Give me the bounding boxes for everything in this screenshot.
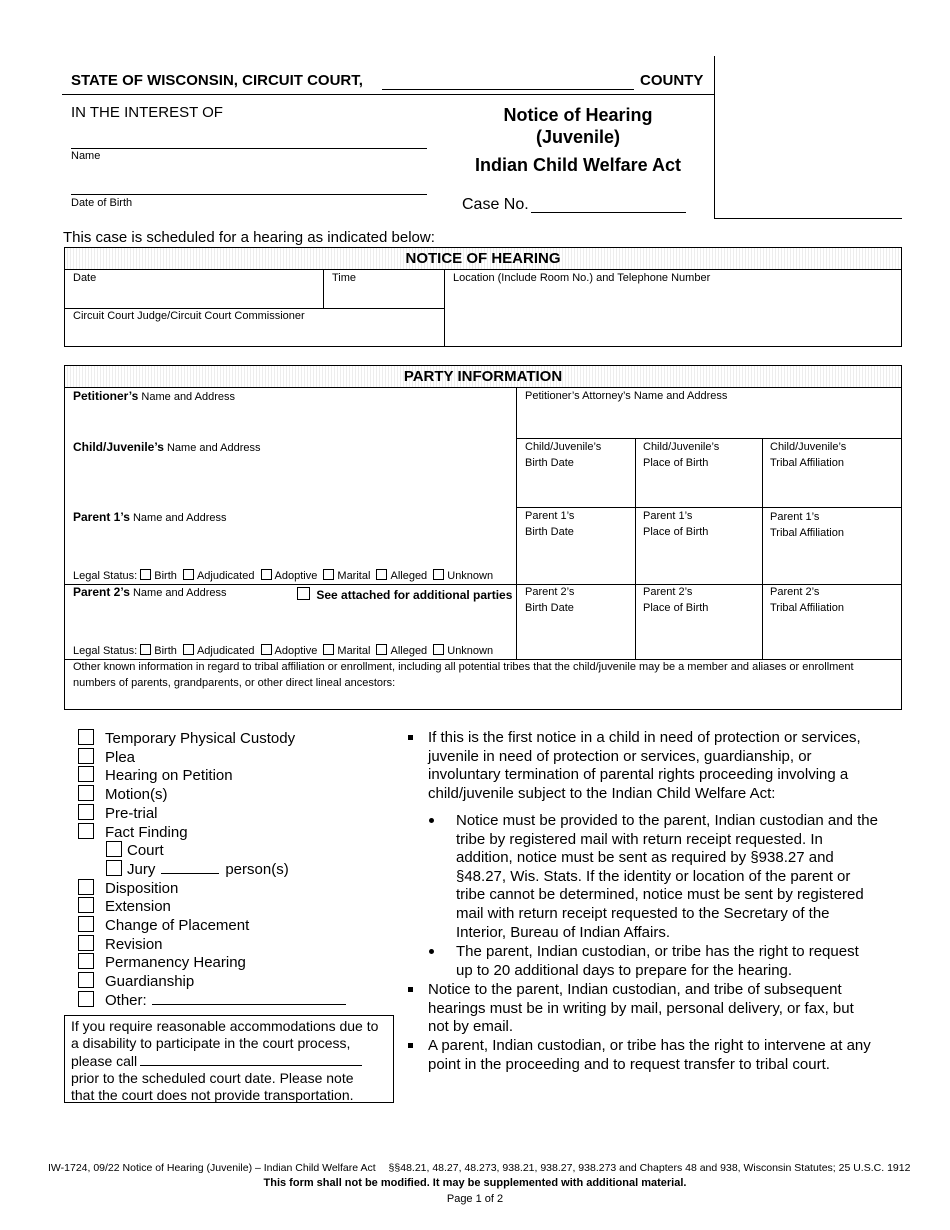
b1a-line-5: tribe cannot be determined, notice must be sent by registered [456,886,864,904]
b3-line-2: point in the proceeding and to request transfer to tribal court. [428,1055,830,1073]
option-label: Extension [105,898,171,916]
parent2-legal-status [73,643,493,659]
jury-persons-label: person(s) [225,860,289,878]
child-place-of-birth-field[interactable] [643,439,719,471]
option-label: Revision [105,935,163,953]
b2-line-3: not by email. [428,1018,514,1036]
petitioner-bold: Petitioner’s [73,389,139,403]
checkbox-icon[interactable] [323,644,334,655]
title-line-1: Notice of Hearing [503,105,653,125]
b1-line-1: If this is the first notice in a child in need of protection or services, [428,729,861,746]
b3-line-1: A parent, Indian custodian, or tribe has the right to intervene at any [428,1037,871,1054]
child-tribal-l2: Tribal Affiliation [770,457,844,469]
party-information-title: PARTY INFORMATION [65,366,901,388]
county-label: COUNTY [640,72,704,89]
bullet-notice-provided [456,812,878,942]
checkbox-icon[interactable] [78,972,94,988]
parent2-place-of-birth-field[interactable] [643,584,708,616]
checkbox-icon[interactable] [183,569,194,580]
child-field[interactable] [73,439,261,456]
bullet-additional-days [456,943,859,980]
square-bullet-icon [408,987,413,992]
footer-warning: This form shall not be modified. It may be supplemented with additional material. [263,1177,687,1189]
option-change-of-placement[interactable] [78,916,249,936]
b1b-line-1: The parent, Indian custodian, or tribe has the right to request [456,943,859,960]
checkbox-icon[interactable] [106,860,122,876]
other-blank[interactable] [152,992,346,1005]
status-marital: Marital [337,570,371,582]
child-bold: Child/Juvenile’s [73,440,164,454]
b1a-line-1: Notice must be provided to the parent, Indian custodian and the [456,812,878,829]
noh-divider-time [323,269,324,309]
p1-birth-l1: Parent 1’s [525,510,575,522]
checkbox-icon[interactable] [140,569,151,580]
please-call-label: please call [71,1052,138,1069]
b1a-line-2: tribe by registered mail with return receipt requested. In [456,830,823,848]
child-birth-date-l2: Birth Date [525,457,574,469]
checkbox-icon[interactable] [78,823,94,839]
checkbox-icon[interactable] [78,935,94,951]
case-no-blank[interactable] [531,212,686,213]
footer-form-id: IW-1724, 09/22 Notice of Hearing (Juvenile) – Indian Child Welfare Act [48,1162,376,1174]
status-adjudicated: Adjudicated [196,570,255,582]
b1-line-3: involuntary termination of parental rights proceeding involving a [428,766,849,784]
status-adoptive: Adoptive [274,645,318,657]
option-label: Guardianship [105,973,195,991]
p1-place-l1: Parent 1’s [643,510,693,522]
checkbox-icon[interactable] [78,804,94,820]
b1a-line-3: addition, notice must be sent as required by §938.27 and [456,849,834,867]
option-label: Jury [127,860,156,878]
checkbox-icon[interactable] [78,897,94,913]
option-label: Pre-trial [105,804,158,822]
checkbox-icon[interactable] [78,916,94,932]
p2-tribal-l2: Tribal Affiliation [770,602,844,614]
parent2-bold: Parent 2’s [73,585,130,599]
status-adoptive: Adoptive [274,570,318,582]
option-motions[interactable] [78,785,168,805]
option-fact-finding[interactable] [78,823,188,843]
checkbox-icon[interactable] [433,644,444,655]
status-adjudicated: Adjudicated [196,645,255,657]
header-bottom-rule [714,218,902,219]
bullet-subsequent-hearings [428,981,854,1037]
time-field[interactable]: Time [332,272,357,284]
status-alleged: Alleged [390,645,428,657]
child-tribal-field[interactable] [770,439,846,471]
square-bullet-icon [408,1043,413,1048]
checkbox-icon[interactable] [78,953,94,969]
option-plea[interactable] [78,748,135,768]
noh-divider-location [444,269,445,346]
b1a-line-4: §48.27, Wis. Stats. If the identity or location of the parent or [456,867,851,885]
bullet-first-notice [428,729,861,803]
accommodation-line-1: If you require reasonable accommodations due to [71,1018,379,1034]
option-jury[interactable] [106,860,289,880]
header-rule [62,94,714,95]
checkbox-icon[interactable] [183,644,194,655]
option-label: Court [127,842,164,860]
child-birth-date-l1: Child/Juvenile’s [525,441,602,453]
p1-place-l2: Place of Birth [643,526,709,538]
notice-of-hearing-title: NOTICE OF HEARING [65,248,901,270]
checkbox-icon[interactable] [376,644,387,655]
checkbox-icon[interactable] [297,587,310,600]
see-attached-option[interactable] [297,587,512,602]
petitioner-rest: Name and Address [141,391,235,403]
name-label: Name [71,150,101,162]
option-label: Other: [105,991,147,1009]
option-label: Fact Finding [105,823,188,841]
name-blank[interactable] [71,148,427,149]
footer-page-number: Page 1 of 2 [446,1193,504,1205]
checkbox-icon[interactable] [323,569,334,580]
party-information-box [64,365,902,710]
parent2-rest: Name and Address [132,587,227,599]
p2-birth-l2: Birth Date [525,602,574,614]
parent1-rest: Name and Address [132,512,227,524]
parent2-field[interactable] [73,584,227,601]
petitioner-attorney-field[interactable]: Petitioner’s Attorney’s Name and Address [525,390,728,402]
checkbox-icon[interactable] [106,841,122,857]
footer-form-line [48,1162,910,1174]
checkbox-icon[interactable] [261,569,272,580]
footer-statutes: §§48.21, 48.27, 48.273, 938.21, 938.27, 938.273 and Chapters 48 and 938, Wisconsin Statutes; 25 U.S.C. 1912 [388,1162,911,1174]
child-place-l1: Child/Juvenile’s [643,441,720,453]
b1b-line-2: up to 20 additional days to prepare for the hearing. [456,961,793,979]
option-revision[interactable] [78,935,163,955]
parent2-birth-date-field[interactable] [525,584,574,616]
pi-divider-place [635,438,636,659]
accommodation-line-3 [71,1053,387,1070]
option-label: Permanency Hearing [105,954,246,972]
p2-birth-l1: Parent 2’s [525,586,575,598]
status-birth: Birth [154,645,177,657]
status-unknown: Unknown [447,570,494,582]
b1a-line-6: mail with return receipt requested to the Secretary of the [456,904,830,922]
dob-label: Date of Birth [71,197,133,209]
bullet-right-to-intervene [428,1037,871,1074]
dot-bullet-icon [429,949,434,954]
title-line-3: Indian Child Welfare Act [474,155,682,175]
county-blank[interactable] [382,89,634,90]
child-place-l2: Place of Birth [643,457,709,469]
accommodation-line-4: prior to the scheduled court date. Please note [71,1069,354,1086]
option-extension[interactable] [78,897,171,917]
b1-line-2: juvenile in need of protection or services, guardianship, or [428,747,812,765]
checkbox-icon[interactable] [78,991,94,1007]
option-label: Hearing on Petition [105,767,233,785]
parent1-place-of-birth-field[interactable] [643,508,708,540]
checkbox-icon[interactable] [140,644,151,655]
b1-line-4: child/juvenile subject to the Indian Child Welfare Act: [428,784,776,802]
intro-text: This case is scheduled for a hearing as indicated below: [63,229,435,246]
legal-status-label: Legal Status: [73,645,138,657]
pi-divider-main [516,387,517,659]
p1-birth-l2: Birth Date [525,526,574,538]
b2-line-1: Notice to the parent, Indian custodian, and tribe of subsequent [428,981,842,998]
accommodation-line-2: a disability to participate in the court process, [71,1035,351,1052]
notice-of-hearing-box [64,247,902,347]
status-birth: Birth [154,570,177,582]
parent1-birth-date-field[interactable] [525,508,574,540]
checkbox-icon[interactable] [78,748,94,764]
pi-divider-tribal [762,438,763,659]
status-alleged: Alleged [390,570,428,582]
checkbox-icon[interactable] [261,644,272,655]
checkbox-icon[interactable] [433,569,444,580]
accommodation-box [64,1015,394,1103]
checkbox-icon[interactable] [78,766,94,782]
status-marital: Marital [337,645,371,657]
parent1-tribal-field[interactable] [770,509,844,541]
checkbox-icon[interactable] [78,729,94,745]
other-info-field[interactable]: Other known information in regard to tribal affiliation or enrollment, including all potential tribes that the child/juvenile may be a member and aliases or enrollment numbers of parents, grandparents, or other direct lineal ancestors: [73,661,854,689]
parent1-field[interactable] [73,509,227,526]
option-label: Disposition [105,879,179,897]
form-title [441,104,715,176]
option-temporary-physical-custody[interactable] [78,729,295,749]
square-bullet-icon [408,735,413,740]
date-field[interactable]: Date [73,272,97,284]
option-label: Temporary Physical Custody [105,730,296,747]
jury-count-blank[interactable] [161,861,219,874]
b2-line-2: hearings must be in writing by mail, personal delivery, or fax, but [428,999,854,1017]
status-unknown: Unknown [447,645,494,657]
dot-bullet-icon [429,818,434,823]
b1a-line-7: Interior, Bureau of Indian Affairs. [456,923,671,941]
petitioner-field[interactable] [73,388,235,405]
p1-tribal-l2: Tribal Affiliation [770,527,844,539]
checkbox-icon[interactable] [78,785,94,801]
dob-blank[interactable] [71,194,427,195]
see-attached-label: See attached for additional parties [316,588,513,602]
phone-blank[interactable] [140,1053,362,1066]
p1-tribal-l1: Parent 1’s [770,511,820,523]
p2-tribal-l1: Parent 2’s [770,586,820,598]
checkbox-icon[interactable] [78,879,94,895]
child-rest: Name and Address [166,442,261,454]
parent1-legal-status [73,568,493,584]
legal-status-label: Legal Status: [73,570,138,582]
option-other[interactable] [78,991,346,1011]
p2-place-l1: Parent 2’s [643,586,693,598]
checkbox-icon[interactable] [376,569,387,580]
child-birth-date-field[interactable] [525,439,601,471]
child-tribal-l1: Child/Juvenile’s [770,441,847,453]
in-the-interest-label: IN THE INTEREST OF [71,104,223,121]
option-guardianship[interactable] [78,972,194,992]
location-field[interactable]: Location (Include Room No.) and Telephone Number [453,272,711,284]
judge-field[interactable]: Circuit Court Judge/Circuit Court Commissioner [73,310,305,322]
option-label: Plea [105,748,136,766]
option-hearing-on-petition[interactable] [78,766,233,786]
title-line-2: (Juvenile) [535,127,621,147]
option-disposition[interactable] [78,879,178,899]
accommodation-line-5: that the court does not provide transportation. [71,1087,354,1104]
case-no-label: Case No. [462,196,529,213]
p2-place-l2: Place of Birth [643,602,709,614]
option-label: Motion(s) [105,786,168,804]
option-label: Change of Placement [105,917,250,934]
state-circuit-label: STATE OF WISCONSIN, CIRCUIT COURT, [71,72,363,89]
option-pre-trial[interactable] [78,804,158,824]
parent1-bold: Parent 1’s [73,510,130,524]
option-court[interactable] [106,841,164,861]
option-permanency-hearing[interactable] [78,953,246,973]
parent2-tribal-field[interactable] [770,584,844,616]
